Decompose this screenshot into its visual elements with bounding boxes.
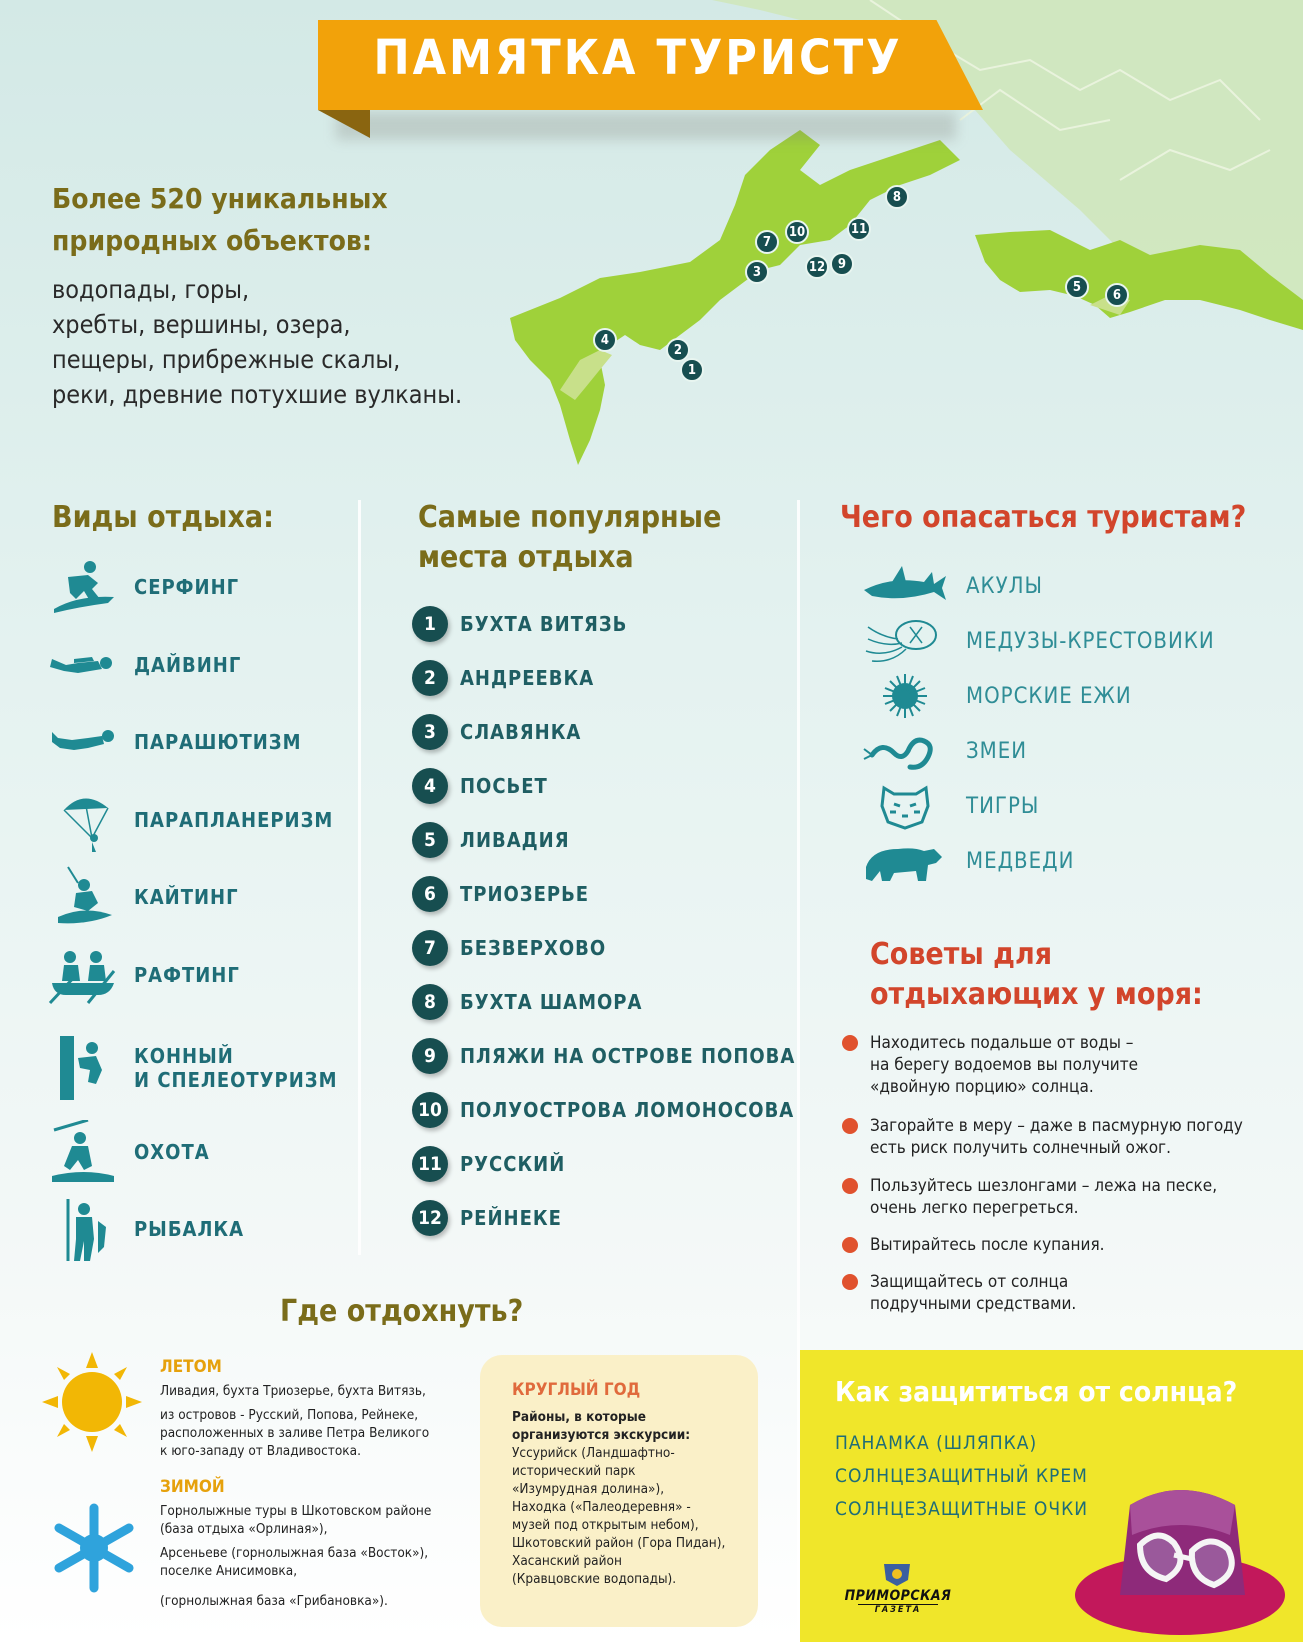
winter-label: ЗИМОЙ	[160, 1477, 225, 1497]
activity-diving[interactable]: ДАЙВИНГ	[48, 633, 358, 697]
sun-item: СОЛНЦЕЗАЩИТНЫЕ ОЧКИ	[835, 1498, 1089, 1520]
year-round-text: Районы, в которые организуются экскурсии: Уссурийск (Ландшафтно- исторический парк «Изумрудная долина»), Находка («Палеодеревня» - музей под открытым небом), Шкотовский район (Гора Пидан), Хасанский район (Кравцовские водопады).	[512, 1409, 726, 1587]
activity-paragliding[interactable]: ПАРАПЛАНЕРИЗМ	[48, 788, 358, 852]
danger-bear[interactable]: МЕДВЕДИ	[862, 837, 1282, 885]
map-marker-1[interactable]: 1	[680, 358, 704, 382]
activity-rafting[interactable]: РАФТИНГ	[48, 943, 358, 1007]
page-title: ПАМЯТКА ТУРИСТУ	[373, 30, 903, 86]
sun-icon	[42, 1352, 142, 1452]
map-marker-6[interactable]: 6	[1105, 283, 1129, 307]
sun-protection-heading: Как защититься от солнца?	[835, 1375, 1238, 1408]
map-marker-3[interactable]: 3	[745, 260, 769, 284]
places-heading: Самые популярные места отдыха	[418, 500, 722, 575]
map-marker-10[interactable]: 10	[785, 220, 809, 244]
activity-fishing[interactable]: РЫБАЛКА	[48, 1197, 358, 1261]
summer-label: ЛЕТОМ	[160, 1357, 222, 1377]
map-marker-4[interactable]: 4	[593, 328, 617, 352]
bullet-dot	[842, 1035, 858, 1051]
activity-hunting[interactable]: ОХОТА	[48, 1120, 358, 1184]
tip-item: Защищайтесь от солнца подручными средствами.	[842, 1271, 1262, 1315]
place-item[interactable]: 5 ЛИВАДИЯ	[412, 820, 772, 860]
banner-shadow	[336, 112, 956, 140]
bullet-dot	[842, 1237, 858, 1253]
intro-heading: Более 520 уникальных природных объектов:	[52, 182, 388, 257]
place-item[interactable]: 12 РЕЙНЕКЕ	[412, 1198, 772, 1238]
activity-climbing[interactable]	[48, 1030, 358, 1106]
rafting-icon	[48, 943, 118, 1007]
map-marker-7[interactable]: 7	[755, 230, 779, 254]
place-item[interactable]: 10 ПОЛУОСТРОВА ЛОМОНОСОВА	[412, 1090, 772, 1130]
tip-item: Пользуйтесь шезлонгами – лежа на песке, очень легко перегреться.	[842, 1175, 1262, 1219]
bullet-dot	[842, 1274, 858, 1290]
bear-icon	[862, 837, 948, 885]
column-divider-left	[358, 500, 361, 1255]
tip-item: Вытирайтесь после купания.	[842, 1234, 1262, 1256]
bullet-dot	[842, 1178, 858, 1194]
place-item[interactable]: 11 РУССКИЙ	[412, 1144, 772, 1184]
where-heading: Где отдохнуть?	[280, 1294, 524, 1329]
paragliding-icon	[48, 788, 118, 852]
year-round-label: КРУГЛЫЙ ГОД	[512, 1380, 641, 1400]
place-item[interactable]: 3 СЛАВЯНКА	[412, 712, 772, 752]
place-item[interactable]: 2 АНДРЕЕВКА	[412, 658, 772, 698]
danger-jellyfish[interactable]: МЕДУЗЫ-КРЕСТОВИКИ	[862, 617, 1282, 665]
place-item[interactable]: 7 БЕЗВЕРХОВО	[412, 928, 772, 968]
summer-text: Ливадия, бухта Триозерье, бухта Витязь, из островов - Русский, Попова, Рейнеке, расположенных в заливе Петра Великого к юго-западу от Владивостока.	[160, 1383, 430, 1459]
map-marker-12[interactable]: 12	[805, 255, 829, 279]
map-marker-2[interactable]: 2	[666, 338, 690, 362]
place-item[interactable]: 4 ПОСЬЕТ	[412, 766, 772, 806]
fishing-icon	[48, 1197, 118, 1261]
tip-item: Загорайте в меру – даже в пасмурную погоду есть риск получить солнечный ожог.	[842, 1115, 1262, 1159]
map-mainland	[510, 130, 960, 465]
hat-glasses-icon	[1070, 1455, 1285, 1640]
tips-heading: Советы для отдыхающих у моря:	[870, 937, 1203, 1012]
activity-climbing-label: КОННЫЙ И СПЕЛЕОТУРИЗМ	[134, 1044, 338, 1092]
place-item[interactable]: 9 ПЛЯЖИ НА ОСТРОВЕ ПОПОВА	[412, 1036, 772, 1076]
newspaper-logo-emblem	[880, 1560, 914, 1588]
winter-text: Горнолыжные туры в Шкотовском районе (база отдыха «Орлиная»), Арсеньеве (горнолыжная база «Восток»), поселке Анисимовка, (горнолыжная база «Грибановка»).	[160, 1503, 432, 1609]
sun-item: ПАНАМКА (ШЛЯПКА)	[835, 1432, 1038, 1454]
map-marker-9[interactable]: 9	[830, 252, 854, 276]
place-item[interactable]: 1 БУХТА ВИТЯЗЬ	[412, 604, 772, 644]
intro-list: водопады, горы, хребты, вершины, озера, пещеры, прибрежные скалы, реки, древние потухшие вулканы.	[52, 275, 463, 409]
danger-shark[interactable]: АКУЛЫ	[862, 562, 1282, 610]
map-marker-5[interactable]: 5	[1065, 275, 1089, 299]
newspaper-logo: ПРИМОРСКАЯ ГАЗЕТА	[844, 1588, 952, 1615]
danger-tiger[interactable]: ТИГРЫ	[862, 782, 1282, 830]
activities-heading: Виды отдыха:	[52, 500, 274, 535]
snake-icon	[862, 727, 948, 775]
climbing-icon	[48, 1036, 118, 1100]
danger-snake[interactable]: ЗМЕИ	[862, 727, 1282, 775]
kiting-icon	[48, 865, 118, 929]
parachuting-icon	[48, 710, 118, 774]
danger-sea-urchin[interactable]: МОРСКИЕ ЕЖИ	[862, 672, 1282, 720]
jellyfish-icon	[862, 617, 948, 665]
sun-item: СОЛНЦЕЗАЩИТНЫЙ КРЕМ	[835, 1465, 1088, 1487]
tip-item: Находитесь подальше от воды – на берегу водоемов вы получите «двойную порцию» солнца.	[842, 1032, 1262, 1098]
dangers-heading: Чего опасаться туристам?	[840, 500, 1247, 535]
bullet-dot	[842, 1118, 858, 1134]
map-marker-11[interactable]: 11	[847, 217, 871, 241]
activity-parachuting[interactable]: ПАРАШЮТИЗМ	[48, 710, 358, 774]
hunting-icon	[48, 1120, 118, 1184]
map-marker-8[interactable]: 8	[885, 185, 909, 209]
diving-icon	[48, 633, 118, 697]
snowflake-icon	[48, 1502, 140, 1594]
tiger-icon	[862, 782, 948, 830]
shark-icon	[862, 562, 948, 610]
place-item[interactable]: 8 БУХТА ШАМОРА	[412, 982, 772, 1022]
sea-urchin-icon	[862, 672, 948, 720]
place-item[interactable]: 6 ТРИОЗЕРЬЕ	[412, 874, 772, 914]
activity-surfing[interactable]: СЕРФИНГ	[48, 555, 358, 619]
surfing-icon	[48, 555, 118, 619]
activity-kiting[interactable]: КАЙТИНГ	[48, 865, 358, 929]
